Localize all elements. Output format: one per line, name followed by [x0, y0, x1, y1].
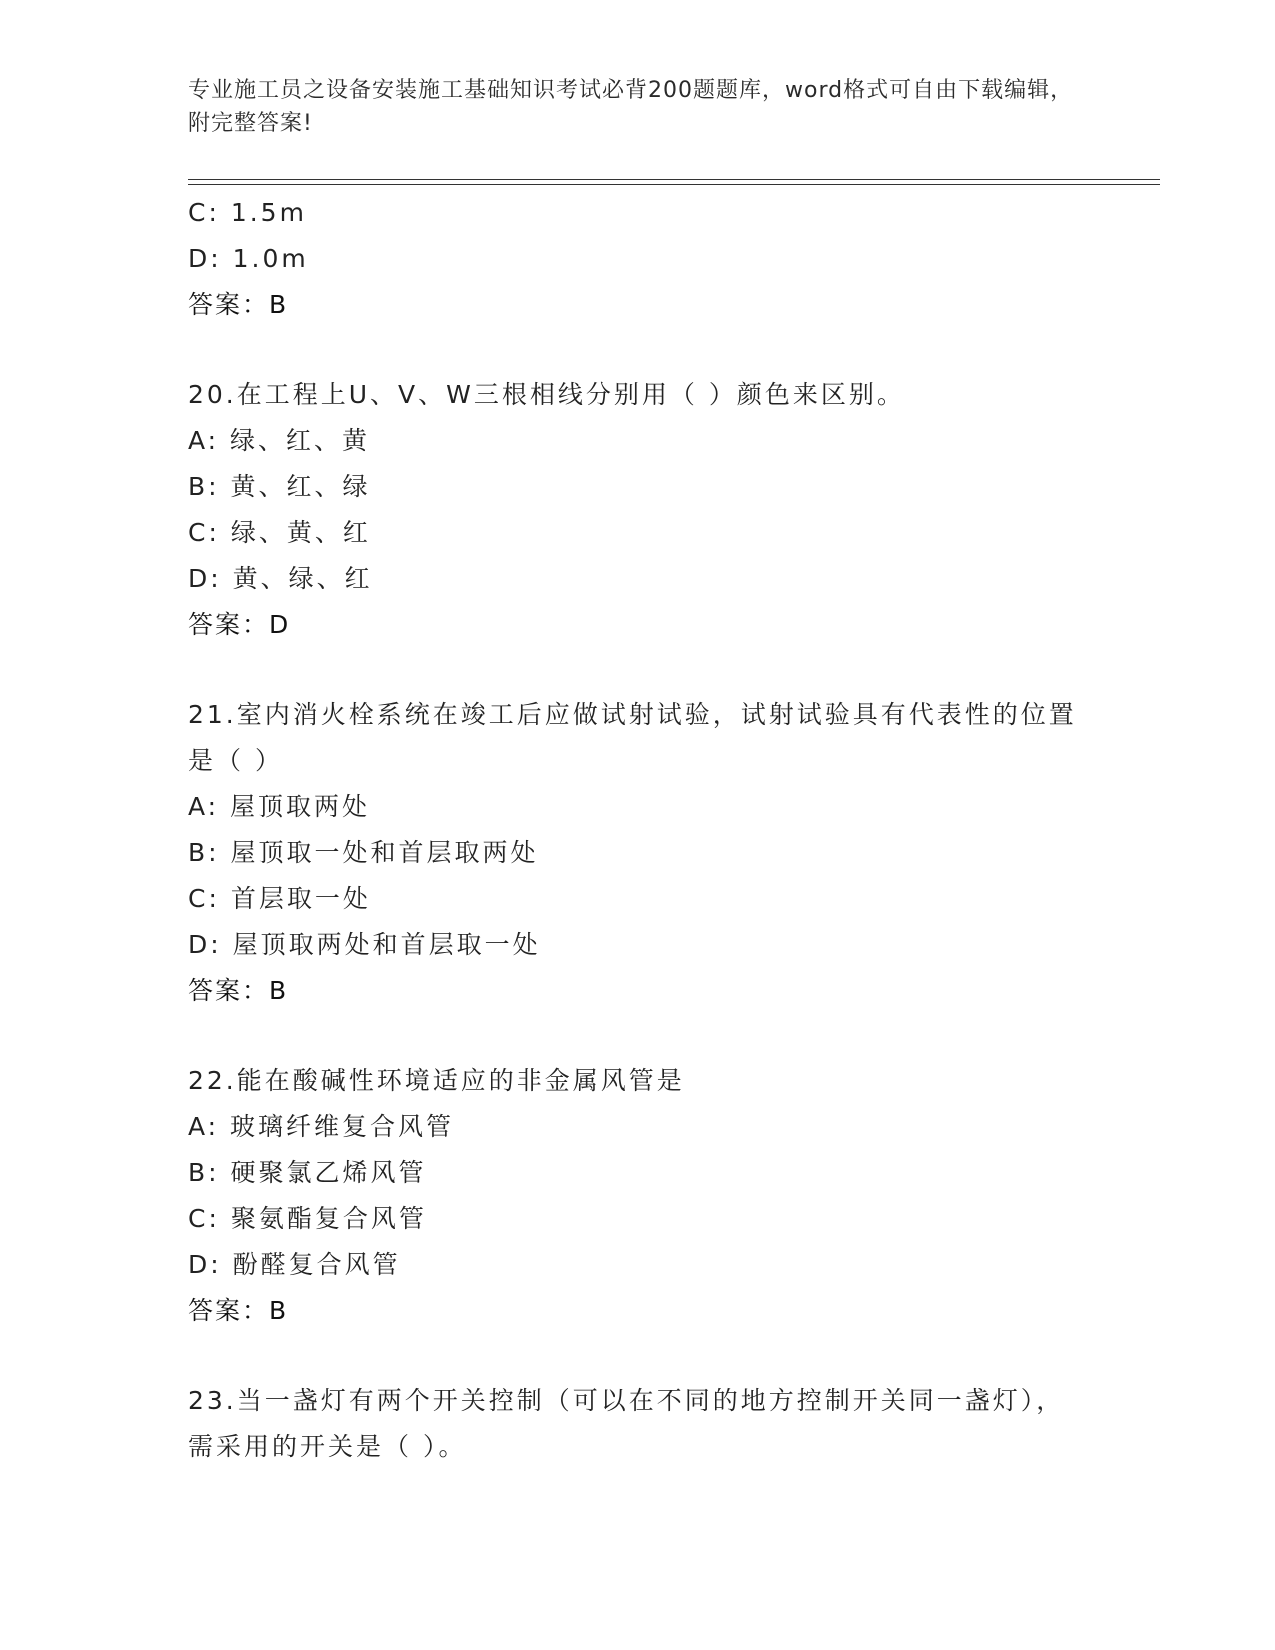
- answer-line: 答案：B: [188, 976, 289, 1005]
- option-a: A: 绿、红、黄: [188, 426, 371, 455]
- option-d: D: 1.0m: [188, 244, 309, 273]
- answer-line: 答案：D: [188, 610, 291, 639]
- question-text: 21.室内消火栓系统在竣工后应做试射试验，试射试验具有代表性的位置是（ ）: [188, 700, 1077, 775]
- question-text: 23.当一盏灯有两个开关控制（可以在不同的地方控制开关同一盏灯），需采用的开关是（ ）。: [188, 1386, 1065, 1461]
- question-22: [188, 1058, 1088, 1334]
- option-a: A: 屋顶取两处: [188, 792, 371, 821]
- header-divider-top: [188, 179, 1160, 180]
- option-d: D: 黄、绿、红: [188, 564, 373, 593]
- question-21: [188, 692, 1088, 1014]
- option-d: D: 酚醛复合风管: [188, 1250, 401, 1279]
- option-b: B: 屋顶取一处和首层取两处: [188, 838, 539, 867]
- option-a: A: 玻璃纤维复合风管: [188, 1112, 455, 1141]
- question-text: 20.在工程上U、V、W三根相线分别用（ ）颜色来区别。: [188, 380, 905, 409]
- header-divider-bottom: [188, 184, 1160, 185]
- answer-line: 答案：B: [188, 1296, 289, 1325]
- question-23: [188, 1378, 1088, 1470]
- option-b: B: 硬聚氯乙烯风管: [188, 1158, 427, 1187]
- option-c: C: 绿、黄、红: [188, 518, 371, 547]
- option-b: B: 黄、红、绿: [188, 472, 371, 501]
- option-c: C: 1.5m: [188, 198, 307, 227]
- option-c: C: 聚氨酯复合风管: [188, 1204, 427, 1233]
- answer-line: 答案：B: [188, 290, 289, 319]
- document-body: [188, 190, 1088, 1470]
- question-text: 22.能在酸碱性环境适应的非金属风管是: [188, 1066, 685, 1095]
- page-header-title: 专业施工员之设备安装施工基础知识考试必背200题题库，word格式可自由下载编辑，附完整答案!: [188, 78, 1074, 136]
- question-20: [188, 372, 1088, 648]
- continued-question-block: [188, 190, 1088, 328]
- option-c: C: 首层取一处: [188, 884, 371, 913]
- option-d: D: 屋顶取两处和首层取一处: [188, 930, 541, 959]
